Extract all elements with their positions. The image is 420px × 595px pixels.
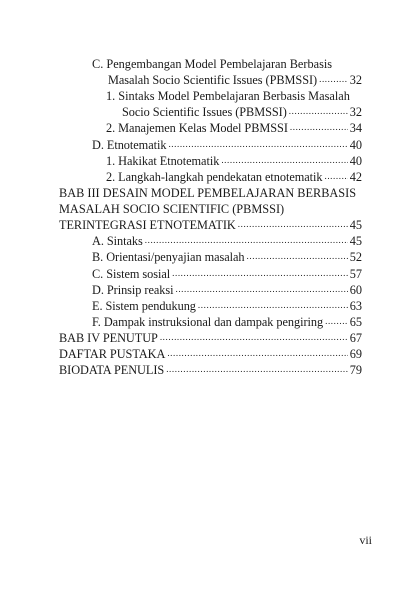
toc-entry-label: BIODATA PENULIS — [59, 363, 165, 377]
toc-entry-biodata[interactable] — [59, 362, 362, 378]
toc-entry-a[interactable] — [92, 233, 362, 249]
dot-leader — [290, 122, 348, 132]
toc-page-number: 67 — [349, 331, 362, 345]
toc-page-number: 69 — [349, 347, 362, 361]
toc-page-number: 34 — [349, 121, 362, 135]
toc-entry-cs[interactable] — [92, 266, 362, 282]
toc-entry-c[interactable] — [108, 72, 362, 88]
toc-entry-label: D. Prinsip reaksi — [92, 283, 174, 297]
dot-leader — [166, 364, 348, 374]
toc-entry-c-line1: C. Pengembangan Model Pembelajaran Berbasis — [92, 57, 333, 71]
toc-page-number: 32 — [349, 105, 362, 119]
toc-entry-e[interactable] — [92, 298, 362, 314]
toc-entry-label: Masalah Socio Scientific Issues (PBMSSI) — [108, 73, 318, 87]
toc-entry-c1-line1: 1. Sintaks Model Pembelajaran Berbasis Masalah — [106, 89, 350, 103]
toc-entry-label: D. Etnotematik — [92, 138, 167, 152]
toc-entry-dp[interactable] — [92, 282, 362, 298]
toc-entry-c2[interactable] — [106, 120, 362, 136]
toc-entry-label: BAB IV PENUTUP — [59, 331, 158, 345]
toc-page-number: 45 — [349, 234, 362, 248]
toc-bab3-line1: BAB III DESAIN MODEL PEMBELAJARAN BERBASIS — [59, 186, 357, 200]
toc-entry-c1[interactable] — [122, 104, 362, 120]
toc-entry-label: Socio Scientific Issues (PBMSSI) — [122, 105, 287, 119]
toc-entry-daftar-pustaka[interactable] — [59, 346, 362, 362]
toc-page-number: 40 — [349, 138, 362, 152]
dot-leader — [289, 106, 348, 116]
dot-leader — [319, 74, 348, 84]
toc-page-number: 42 — [349, 170, 362, 184]
dot-leader — [325, 316, 348, 326]
toc-entry-label: TERINTEGRASI ETNOTEMATIK — [59, 218, 236, 232]
toc-page-number: 63 — [349, 299, 362, 313]
toc-entry-b[interactable] — [92, 249, 362, 265]
dot-leader — [221, 155, 347, 165]
dot-leader — [247, 251, 348, 261]
toc-entry-d2[interactable] — [106, 169, 362, 185]
toc-entry-label: B. Orientasi/penyajian masalah — [92, 250, 245, 264]
toc-entry-d[interactable] — [92, 137, 362, 153]
toc-entry-f[interactable] — [92, 314, 362, 330]
dot-leader — [238, 219, 348, 229]
toc-page-number: 79 — [349, 363, 362, 377]
dot-leader — [145, 235, 348, 245]
dot-leader — [167, 348, 347, 358]
dot-leader — [175, 284, 347, 294]
toc-entry-label: E. Sistem pendukung — [92, 299, 196, 313]
toc-page-number: 65 — [349, 315, 362, 329]
toc-page-number: 45 — [349, 218, 362, 232]
toc-page-number: 32 — [349, 73, 362, 87]
toc-entry-bab4[interactable] — [59, 330, 362, 346]
toc-entry-label: DAFTAR PUSTAKA — [59, 347, 166, 361]
toc-entry-label: 2. Manajemen Kelas Model PBMSSI — [106, 121, 288, 135]
dot-leader — [168, 139, 347, 149]
toc-page-number: 60 — [349, 283, 362, 297]
page-number: vii — [359, 533, 372, 547]
toc-page-number: 57 — [349, 267, 362, 281]
toc-bab3-line2: MASALAH SOCIO SCIENTIFIC (PBMSSI) — [59, 202, 285, 216]
toc-page-number: 52 — [349, 250, 362, 264]
toc-entry-label: 1. Hakikat Etnotematik — [106, 154, 220, 168]
dot-leader — [172, 268, 348, 278]
dot-leader — [160, 332, 348, 342]
toc-entry-d1[interactable] — [106, 153, 362, 169]
toc-page-number: 40 — [349, 154, 362, 168]
toc-entry-label: 2. Langkah-langkah pendekatan etnotematik — [106, 170, 323, 184]
dot-leader — [198, 300, 348, 310]
toc-entry-bab3[interactable] — [59, 217, 362, 233]
toc-entry-label: C. Sistem sosial — [92, 267, 171, 281]
toc-entry-label: F. Dampak instruksional dan dampak pengiring — [92, 315, 324, 329]
toc-entry-label: A. Sintaks — [92, 234, 143, 248]
dot-leader — [324, 171, 347, 181]
